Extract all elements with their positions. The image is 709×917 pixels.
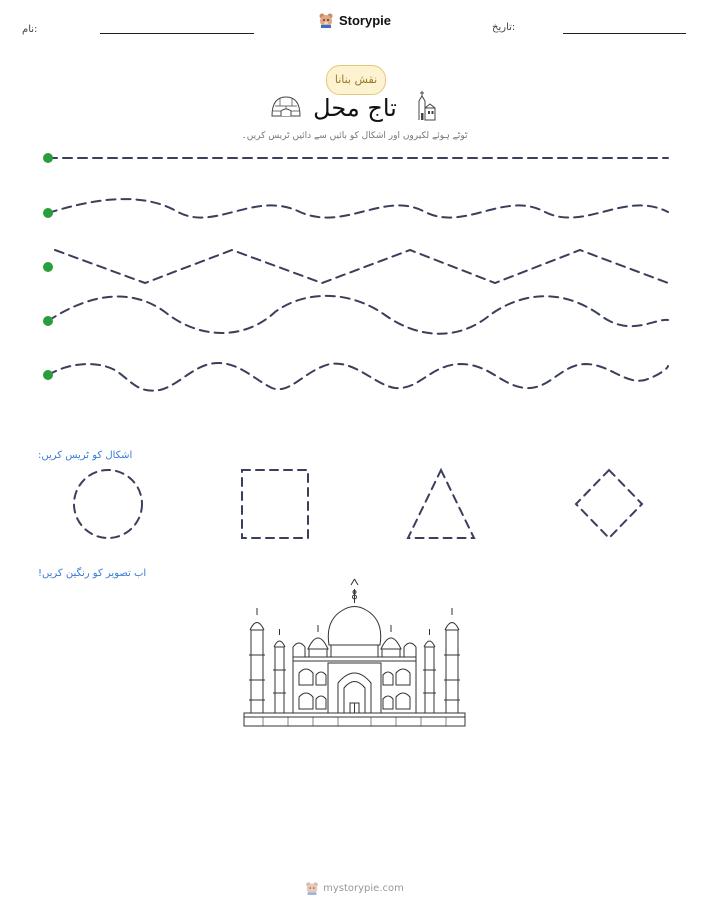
logo-text: Storypie bbox=[338, 12, 391, 28]
shapes-section-label: اشکال کو ٹریس کریں: bbox=[38, 450, 133, 461]
trace-triangle bbox=[408, 470, 474, 538]
start-dot bbox=[43, 262, 53, 272]
trace-diamond bbox=[576, 470, 642, 538]
start-dot bbox=[43, 370, 53, 380]
trace-square bbox=[242, 470, 308, 538]
tracing-lines bbox=[0, 0, 709, 420]
activity-badge: نقش بنانا bbox=[326, 65, 386, 95]
date-label: تاریخ: bbox=[492, 22, 516, 33]
start-dot bbox=[43, 208, 53, 218]
trace-shapes bbox=[0, 460, 709, 550]
page-title: تاج محل bbox=[313, 94, 397, 122]
footer bbox=[0, 880, 709, 899]
footer-text[interactable]: mystorypie.com bbox=[323, 882, 404, 894]
trace-circle bbox=[74, 470, 142, 538]
taj-mahal-outline bbox=[243, 575, 466, 730]
coloring-section-label: اب تصویر کو رنگین کریں! bbox=[38, 568, 147, 579]
trace-line-bumpy-wave bbox=[48, 363, 668, 391]
start-dots bbox=[43, 153, 53, 380]
trace-line-gentle-wave bbox=[48, 199, 668, 218]
name-label: نام: bbox=[22, 24, 38, 35]
instruction-text: ٹوٹے ہوئے لکیروں اور اشکال کو بائیں سے دائیں ٹریس کریں۔ bbox=[241, 131, 468, 141]
start-dot bbox=[43, 316, 53, 326]
trace-line-zigzag bbox=[55, 250, 668, 283]
trace-line-wave bbox=[48, 296, 668, 334]
start-dot bbox=[43, 153, 53, 163]
bear-icon bbox=[305, 881, 319, 895]
